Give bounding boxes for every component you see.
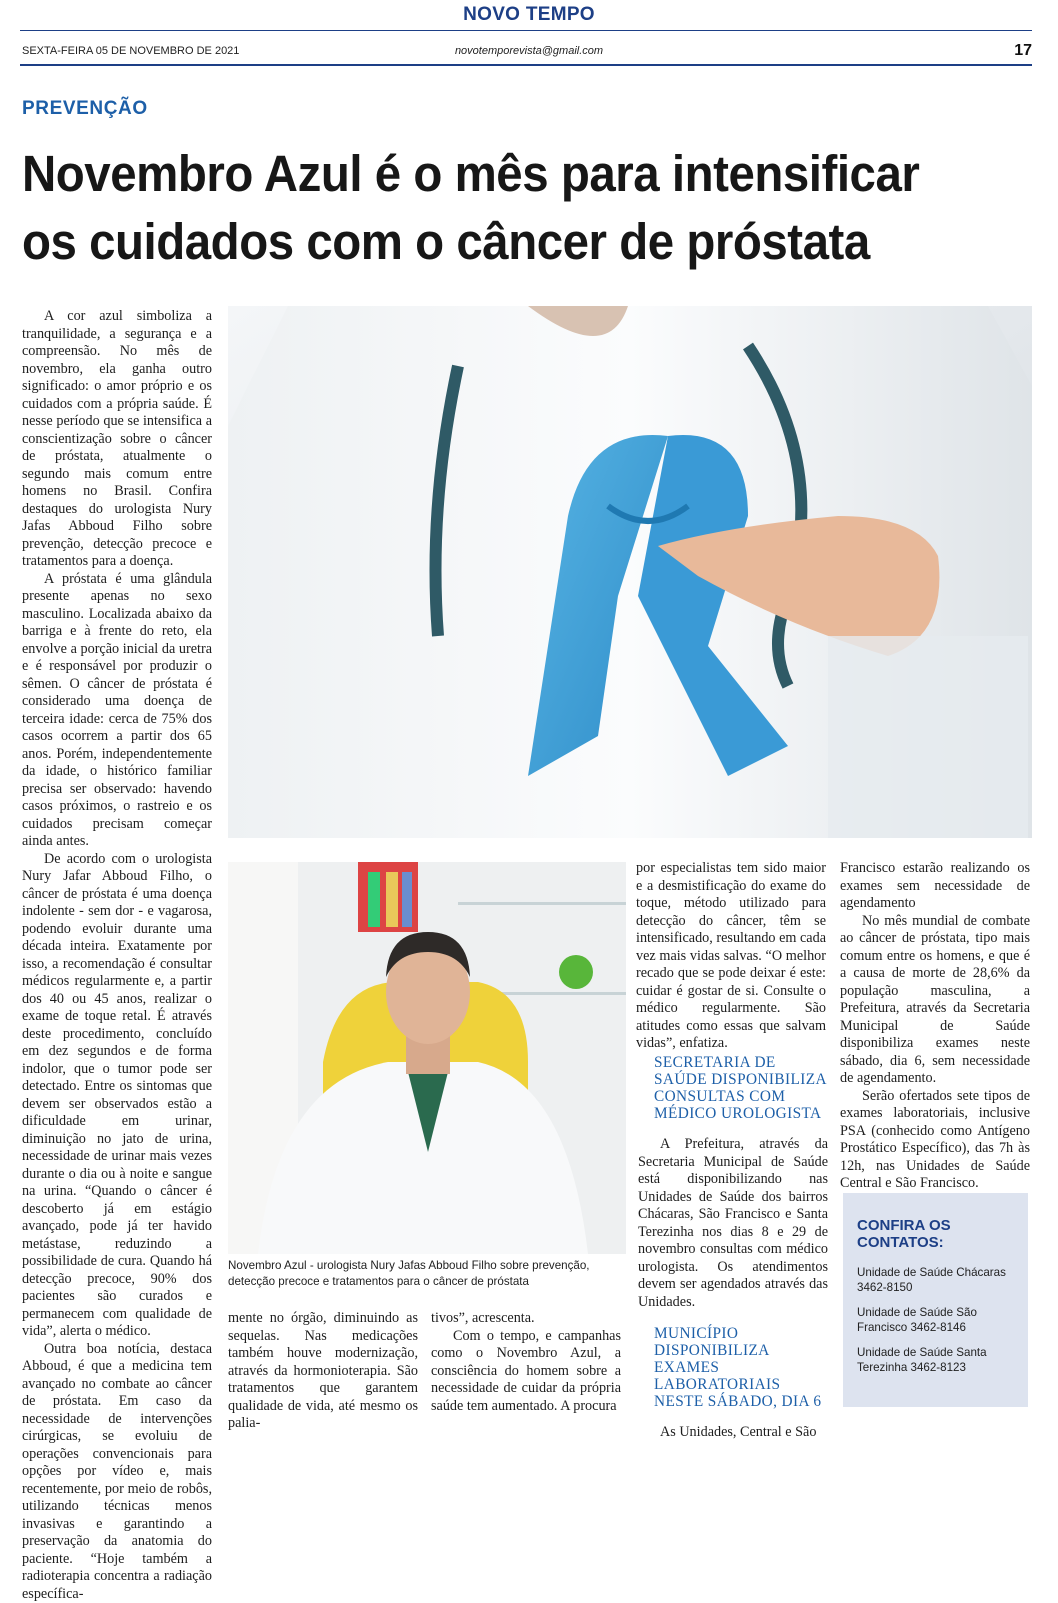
paragraph: No mês mundial de combate ao câncer de próstata, tipo mais comum entre os homens, e que é a causa de morte de 28,6% da população masculina, a Prefeitura, através da Secretaria Municipal de Saúde disponibiliza exames neste sábado, dia 6, sem necessidade de agendamento. (840, 913, 1030, 1088)
contact-item: Unidade de Saúde Chácaras 3462-8150 (857, 1265, 1022, 1295)
paragraph: De acordo com o urologista Nury Jafar Abboud Filho, o câncer de próstata é uma doença indolente - sem dor - e vagarosa, podendo evoluir durante uma década inteira. Exatamente por isso, a recomendação é consultar médicos regularmente e, a partir dos 40 ou 45 anos, realizar o exame de toque retal. É através deste procedimento, concluído em dez segundos e de forma indolor, que o tumor pode ser detectado. Entre os sintomas que devem ser observados estão a dificuldade em urinar, diminuição no jato de urina, necessidade de urinar mais vezes durante o dia ou à noite e sangue na urina. “Quando o câncer é descoberto já em estágio avançado, pode já ter havido metástase, reduzindo a possibilidade de cura. Quando há detecção precoce, 90% dos pacientes são curados e permanecem com qualidade de vida”, alerta o médico. (22, 851, 212, 1341)
contacts-box (843, 1193, 1028, 1407)
article-column-3-top (636, 860, 826, 1053)
paragraph: mente no órgão, diminuindo as sequelas. Nas medicações também houve modernização, através da hormonioterapia. São tratamentos que garantem qualidade de vida, até mesmo os palia- (228, 1310, 418, 1433)
masthead-rule (20, 64, 1032, 66)
paragraph: As Unidades, Central e São (638, 1424, 828, 1442)
masthead-divider (20, 30, 1032, 31)
paragraph: Francisco estarão realizando os exames sem necessidade de agendamento (840, 860, 1030, 913)
headline (22, 140, 961, 276)
blue-ribbon-illustration (228, 306, 1032, 838)
photo-caption: Novembro Azul - urologista Nury Jafas Abboud Filho sobre prevenção, detecção precoce e tratamentos para o câncer de próstata (228, 1258, 628, 1290)
paragraph: por especialistas tem sido maior e a desmistificação do exame do toque, método utilizado para detecção do câncer, têm se intensificado, resultando em cada vez mais vidas salvas. “O melhor recado que se pode deixar é este: cuidar é gostar de si. Consulte o médico regularmente. São atitudes como essas que salvam vidas”, enfatiza. (636, 860, 826, 1053)
paragraph: Serão ofertados sete tipos de exames laboratoriais, inclusive PSA (conhecido como Antígeno Prostático Específico), das 7h às 12h, nas Unidades de Saúde Central e São Francisco. (840, 1088, 1030, 1193)
article-column-5 (840, 860, 1030, 1193)
paragraph: A Prefeitura, através da Secretaria Municipal de Saúde está disponibilizando nas Unidades de Saúde dos bairros Chácaras, São Francisco e Santa Terezinha nos dias 8 e 29 de novembro consultas com médico urologista. Os atendimentos devem ser agendados através das Unidades. (638, 1136, 828, 1311)
issue-date: SEXTA-FEIRA 05 DE NOVEMBRO DE 2021 (22, 45, 239, 57)
urologist-portrait-photo (228, 862, 626, 1254)
paragraph: A cor azul simboliza a tranquilidade, a segurança e a compreensão. No mês de novembro, ela ganha outro significado: o amor próprio e os cuidados com a própria saúde. É nesse período que se intensifica a conscientização sobre o câncer de próstata, atualmente o segundo mais comum entre homens no Brasil. Confira destaques do urologista Nury Jafas Abboud Filho sobre prevenção, detecção precoce e tratamentos para a doença. (22, 308, 212, 571)
page-number: 17 (1014, 42, 1032, 60)
contact-email: novotemporevista@gmail.com (0, 45, 1058, 57)
contact-item: Unidade de Saúde Santa Terezinha 3462-8123 (857, 1345, 1022, 1375)
article-column-4 (638, 1040, 828, 1442)
paragraph: Com o tempo, e campanhas como o Novembro Azul, a consciência do homem sobre a necessidade de cuidar da própria saúde tem aumentado. A procura (431, 1328, 621, 1416)
article-column-2 (228, 1310, 418, 1433)
contacts-title: CONFIRA OS CONTATOS: (857, 1217, 1028, 1251)
paragraph: A próstata é uma glândula presente apenas no sexo masculino. Localizada abaixo da barriga e à frente do reto, ela envolve a porção inicial da uretra e é responsável por produzir o sêmen. O câncer de próstata é considerado uma doença de terceira idade: cerca de 75% dos casos ocorrem a partir dos 65 anos. Porém, independentemente da idade, o histórico familiar precisa ser observado: havendo casos próximos, o rastreio e os cuidados precisam começar ainda antes. (22, 571, 212, 851)
article-column-3-bottom (431, 1310, 621, 1415)
newspaper-title: NOVO TEMPO (0, 4, 1058, 26)
blue-ribbon-photo (228, 306, 1032, 838)
paragraph: tivos”, acrescenta. (431, 1310, 621, 1328)
paragraph: Outra boa notícia, destaca Abboud, é que a medicina tem avançado no combate ao câncer de próstata. Em caso da necessidade de intervenções cirúrgicas, se evoluiu de operações convencionais para opções por vídeo e, mais recentemente, por meio de robôs, utilizando técnicas menos invasivas e garantindo a preservação da anatomia do paciente. “Hoje também a radioterapia concentra a radiação específica- (22, 1341, 212, 1603)
article-column-1 (22, 308, 212, 1603)
subheading-consultas: SECRETARIA DE SAÚDE DISPONIBILIZA CONSULTAS COM MÉDICO UROLOGISTA (654, 1054, 828, 1122)
section-label: PREVENÇÃO (22, 98, 148, 120)
subheading-exames: MUNICÍPIO DISPONIBILIZA EXAMES LABORATORIAIS NESTE SÁBADO, DIA 6 (654, 1325, 828, 1410)
headline-line-2: os cuidados com o câncer de próstata (22, 208, 961, 276)
contact-item: Unidade de Saúde São Francisco 3462-8146 (857, 1305, 1022, 1335)
urologist-portrait-illustration (228, 862, 626, 1254)
headline-line-1: Novembro Azul é o mês para intensificar (22, 140, 961, 208)
